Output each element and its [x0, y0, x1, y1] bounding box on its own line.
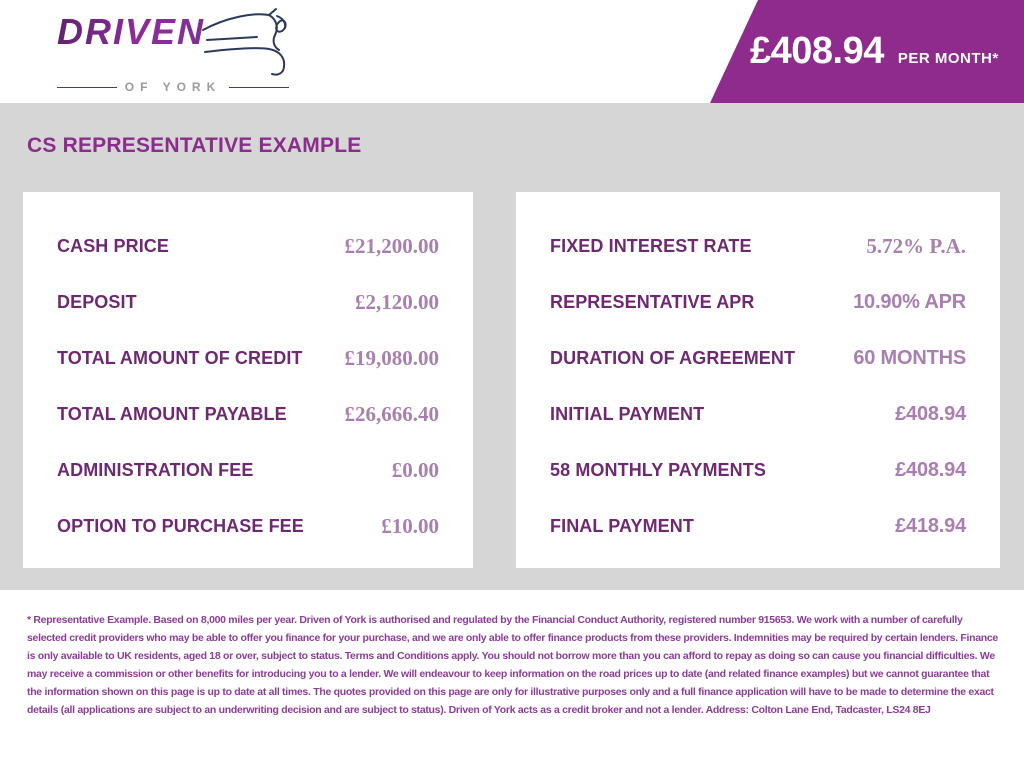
finance-value: 60 MONTHS — [853, 346, 966, 369]
row-representative-apr — [550, 274, 966, 330]
finance-label: DURATION OF AGREEMENT — [550, 347, 796, 368]
monthly-price-content — [750, 0, 999, 103]
finance-value: £21,200.00 — [344, 233, 439, 258]
finance-label: FIXED INTEREST RATE — [550, 235, 752, 256]
logo-subtitle-row — [57, 80, 289, 94]
row-cash-price — [57, 218, 439, 274]
finance-value: 10.90% APR — [853, 290, 966, 313]
finance-label: FINAL PAYMENT — [550, 515, 694, 536]
finance-value: £2,120.00 — [355, 289, 439, 314]
monthly-price-inner — [750, 30, 999, 73]
finance-value: £408.94 — [895, 458, 966, 481]
row-total-amount-payable — [57, 386, 439, 442]
finance-label: REPRESENTATIVE APR — [550, 291, 755, 312]
finance-value: £0.00 — [391, 457, 439, 482]
finance-label: TOTAL AMOUNT OF CREDIT — [57, 347, 303, 368]
finance-value: 5.72% P.A. — [866, 233, 966, 258]
finance-value: £418.94 — [895, 514, 966, 537]
dealer-logo — [57, 12, 307, 94]
finance-label: DEPOSIT — [57, 291, 137, 312]
row-option-to-purchase-fee — [57, 498, 439, 554]
logo-line-left — [57, 87, 117, 88]
footer — [0, 590, 1024, 768]
logo-line-right — [229, 87, 289, 88]
row-58-monthly-payments — [550, 442, 966, 498]
row-deposit — [57, 274, 439, 330]
finance-label: TOTAL AMOUNT PAYABLE — [57, 403, 287, 424]
logo-row — [57, 12, 307, 78]
finance-value: £19,080.00 — [344, 345, 439, 370]
finance-panel-left — [23, 192, 473, 568]
representative-example-section — [0, 103, 1024, 590]
finance-label: ADMINISTRATION FEE — [57, 459, 254, 480]
row-administration-fee — [57, 442, 439, 498]
car-outline-icon — [201, 6, 293, 78]
header — [0, 0, 1024, 103]
monthly-price-period: PER MONTH* — [897, 50, 999, 67]
logo-brand-text: DRIVEN — [57, 11, 206, 52]
logo-subtitle-text: OF YORK — [124, 80, 222, 94]
monthly-price-amount: £408.94 — [750, 30, 884, 72]
finance-value: £408.94 — [895, 402, 966, 425]
finance-value: £10.00 — [381, 513, 439, 538]
row-initial-payment — [550, 386, 966, 442]
finance-value: £26,666.40 — [344, 401, 439, 426]
finance-panel-right — [516, 192, 1000, 568]
finance-label: CASH PRICE — [57, 235, 170, 256]
finance-label: OPTION TO PURCHASE FEE — [57, 515, 304, 536]
row-final-payment — [550, 498, 966, 554]
row-duration-of-agreement — [550, 330, 966, 386]
row-fixed-interest-rate — [550, 218, 966, 274]
disclaimer-text: * Representative Example. Based on 8,000 miles per year. Driven of York is authorised and regulated by the Financial Conduct Authority, registered number 915653. We work with a number of carefully selected credit providers who may be able to offer you finance for your purchase, and we are only able to offer finance products from these providers. Indemnities may be required by certain lenders. Finance is only available to UK residents, aged 18 or over, subject to status. Terms and Conditions apply. You should not borrow more than you can afford to repay as doing so can cause you financial difficulties. We may receive a commission or other benefits for introducing you to a lender. We will endeavour to keep information on the road prices up to date (and related finance examples) but we cannot guarantee that the information shown on this page is up to date at all times. The quotes provided on this page are only for illustrative purposes only and a full finance application will have to be made to determine the exact details (all applications are subject to an underwriting decision and are subject to status). Driven of York acts as a credit broker and not a lender. Address: Colton Lane End, Tadcaster, LS24 8EJ — [27, 614, 998, 716]
finance-panels — [23, 192, 1000, 568]
finance-label: 58 MONTHLY PAYMENTS — [550, 459, 766, 480]
row-total-amount-of-credit — [57, 330, 439, 386]
section-title: CS REPRESENTATIVE EXAMPLE — [27, 134, 362, 157]
finance-label: INITIAL PAYMENT — [550, 403, 705, 424]
